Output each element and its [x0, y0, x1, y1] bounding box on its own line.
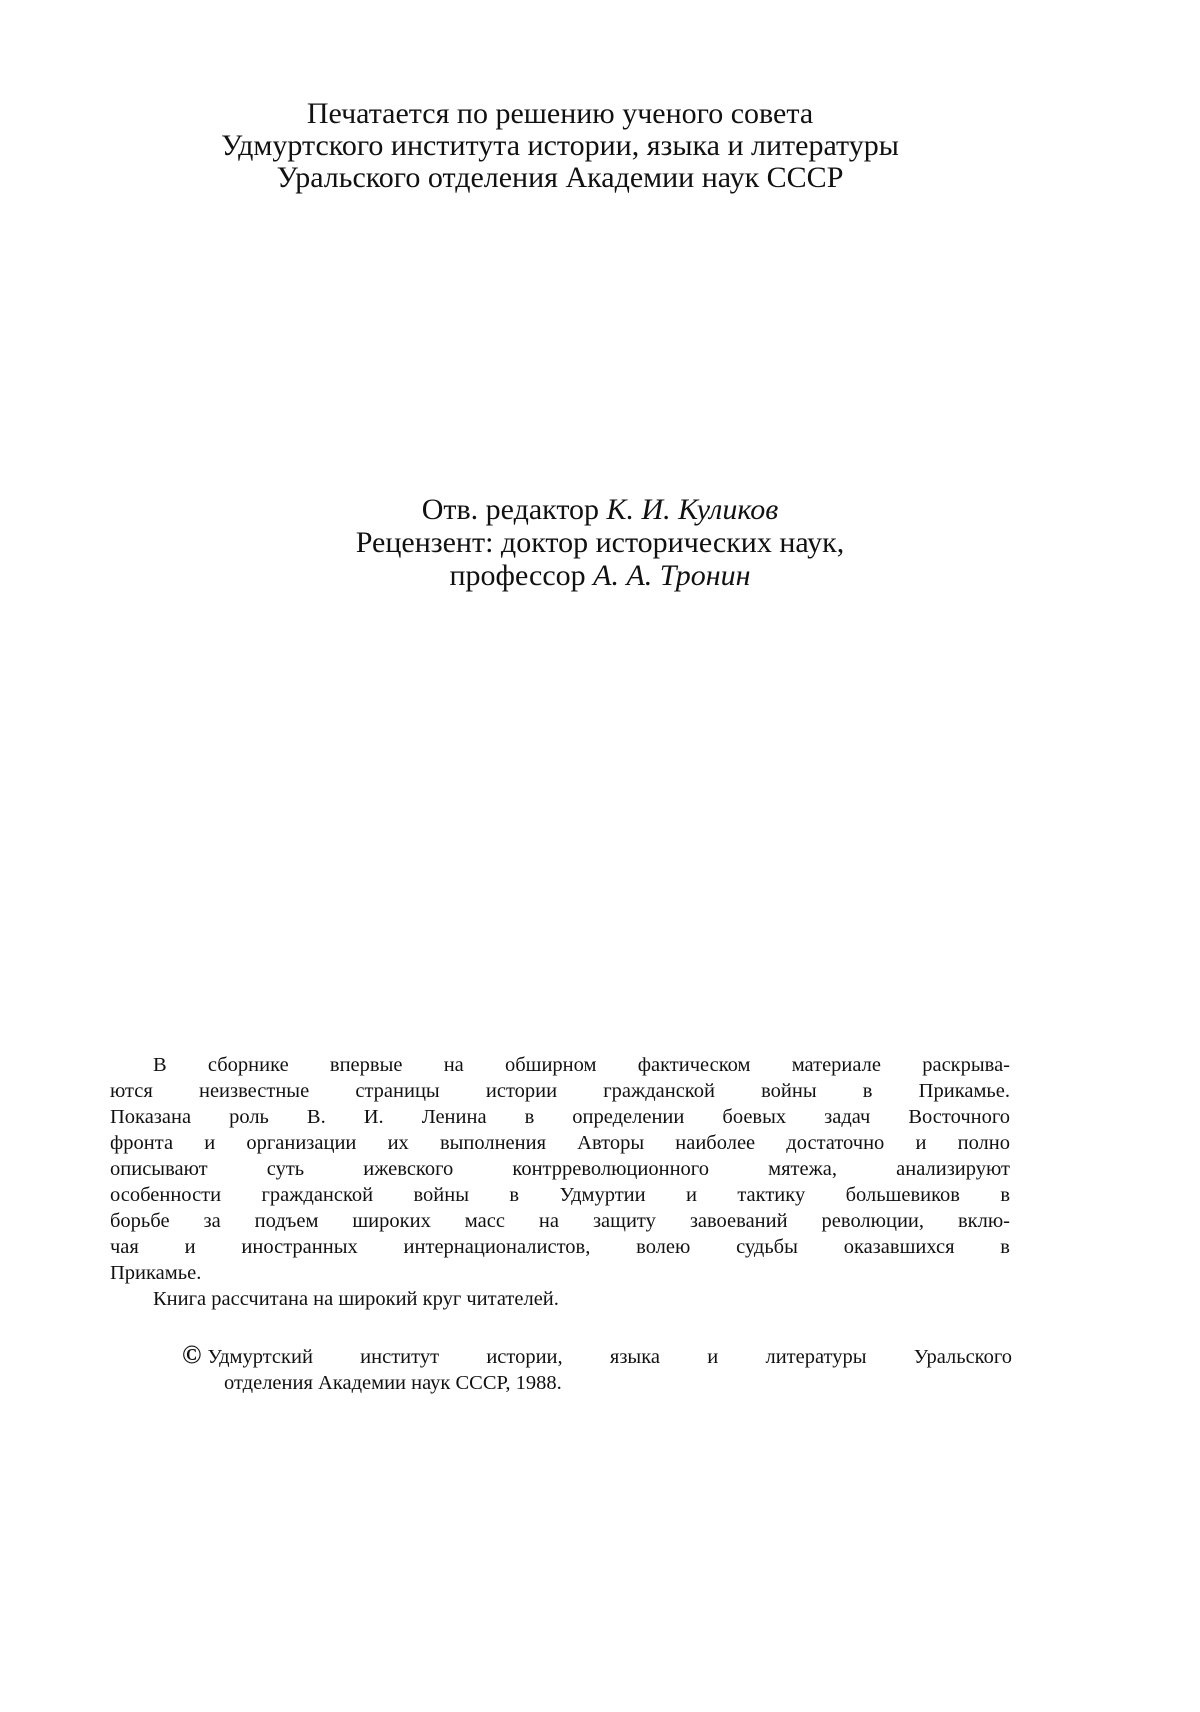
annotation-line: В сборнике впервые на обширном фактическом материале раскрыва-	[153, 1054, 1010, 1076]
annotation-line: Прикамье.	[110, 1262, 202, 1284]
approval-line-2: Удмуртского института истории, языка и литературы	[221, 129, 899, 162]
annotation	[110, 1052, 1010, 1312]
annotation-line: описывают суть ижевского контрреволюционного мятежа, анализируют	[110, 1158, 1010, 1180]
editor-name: К. И. Куликов	[606, 493, 779, 526]
reviewer-line: Рецензент: доктор исторических наук,	[355, 526, 845, 559]
copyright-line-1	[182, 1342, 1012, 1370]
copyright-line-2: отделения Академии наук СССР, 1988.	[224, 1372, 562, 1394]
annotation-line: особенности гражданской войны в Удмуртии и тактику большевиков в	[110, 1184, 1010, 1206]
annotation-line: фронта и организации их выполнения Авторы наиболее достаточно и полно	[110, 1132, 1010, 1154]
approval-line-3: Уральского отделения Академии наук СССР	[276, 161, 844, 194]
annotation-line: Показана роль В. И. Ленина в определении боевых задач Восточного	[110, 1106, 1010, 1128]
copyright-notice	[182, 1342, 1012, 1396]
copyright-holder: Удмуртский институт истории, языка и литературы Уральского	[207, 1346, 1012, 1368]
audience-note: Книга рассчитана на широкий круг читателей.	[153, 1288, 559, 1310]
approval-line-1: Печатается по решению ученого совета	[306, 97, 814, 130]
publication-approval-note	[150, 98, 970, 194]
reviewer-name: А. А. Тронин	[593, 559, 751, 592]
reviewer-name-line	[200, 559, 1000, 592]
editor-label: Отв. редактор	[421, 493, 600, 526]
credits-block	[200, 493, 1000, 592]
annotation-line: ются неизвестные страницы истории гражданской войны в Прикамье.	[110, 1080, 1010, 1102]
reviewer-title: профессор	[449, 559, 586, 592]
annotation-line: чая и иностранных интернационалистов, волею судьбы оказавшихся в	[110, 1236, 1010, 1258]
copyright-icon: ©	[182, 1340, 202, 1369]
annotation-line: борьбе за подъем широких масс на защиту завоеваний революции, вклю-	[110, 1210, 1010, 1232]
editor-line	[200, 493, 1000, 526]
